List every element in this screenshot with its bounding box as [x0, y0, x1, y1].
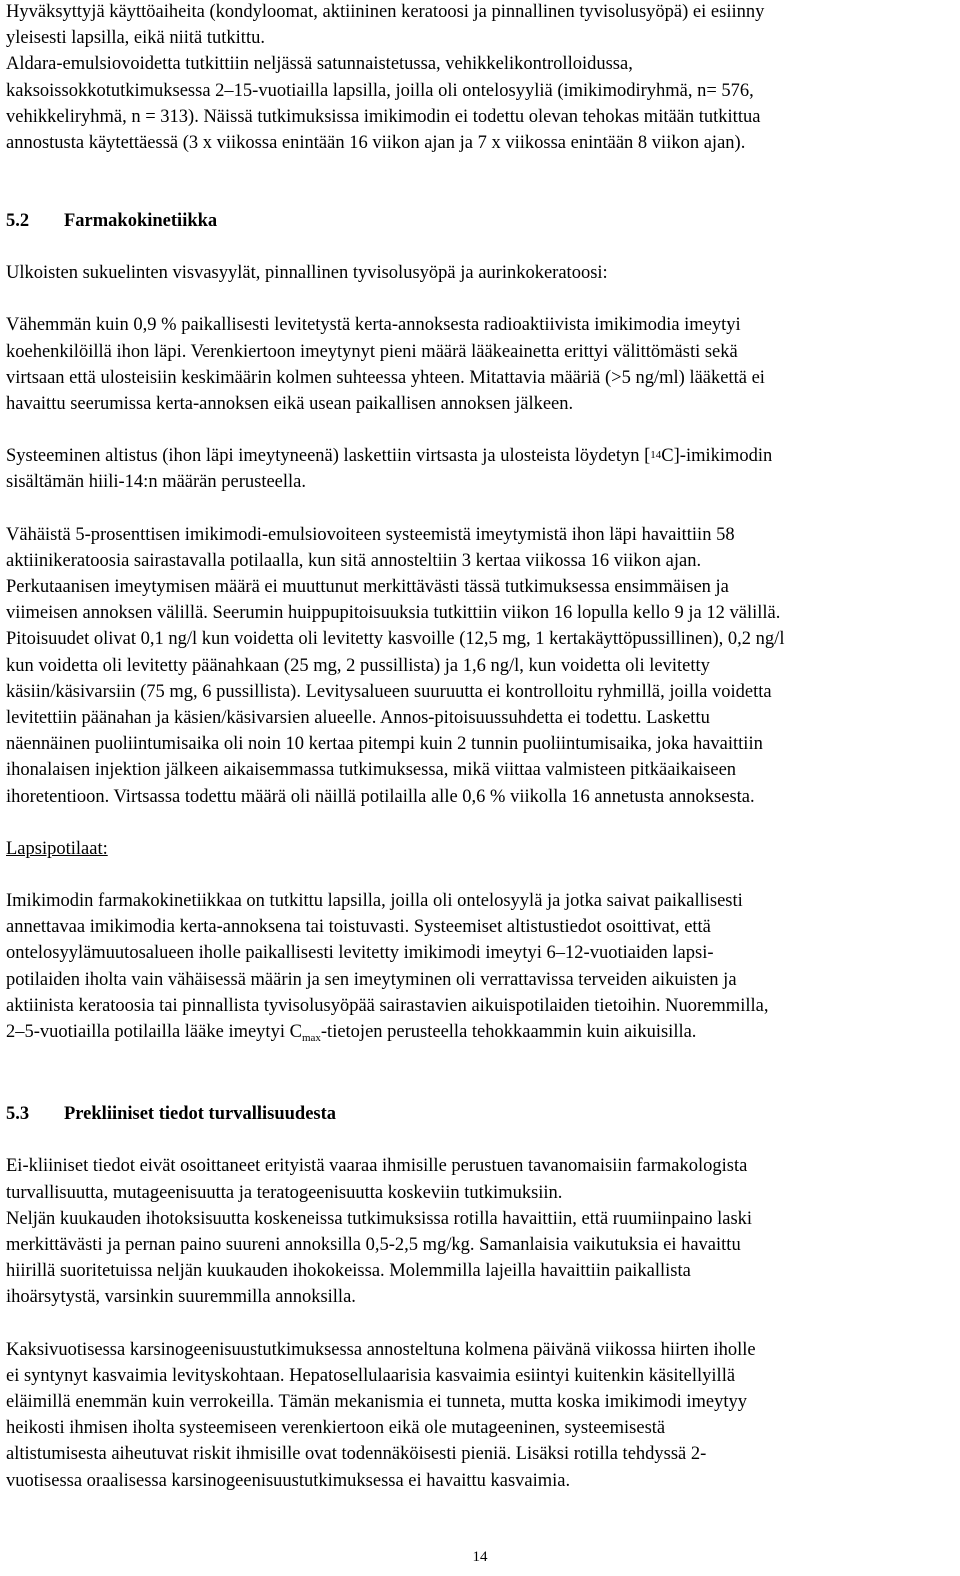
section-number: 5.3 [6, 1104, 30, 1125]
pediatric-subheading: Lapsipotilaat: [6, 838, 108, 859]
section-number: 5.2 [6, 211, 30, 232]
text-line: Vähäistä 5-prosenttisen imikimodi-emulsiovoiteen systeemistä imeytymistä ihon läpi havaittiin 58 [6, 524, 735, 545]
text-line: levitettiin päänahan ja käsien/käsivarsien alueelle. Annos-pitoisuussuhdetta ei todettu. Laskettu [6, 708, 710, 729]
text-segment: 2–5-vuotiailla potilailla lääke imeytyi C [6, 1022, 302, 1043]
superscript: 14 [650, 449, 662, 462]
text-line: yleisesti lapsilla, eikä niitä tutkittu. [6, 28, 265, 49]
section-title: Farmakokinetiikka [64, 211, 218, 232]
document-page [6, 0, 954, 1494]
text-line: aktiinikeratoosia sairastavalla potilaalla, kun sitä annosteltiin 3 kertaa viikossa 16 viikon ajan. [6, 550, 702, 571]
text-line [6, 443, 954, 469]
text-line: Hyväksyttyjä käyttöaiheita (kondyloomat, aktiininen keratoosi ja pinnallinen tyvisolusyöpä) ei esiinny [6, 2, 765, 22]
text-line: annostusta käytettäessä (3 x viikossa enintään 16 viikon ajan ja 7 x viikossa enintään 8 viikon ajan). [6, 133, 746, 154]
keratosis-absorption-paragraph [6, 522, 954, 810]
text-line: eläimillä enemmän kuin verrokeilla. Tämän mekanismia ei tunneta, mutta koska imikimodi imeytyy [6, 1391, 748, 1412]
section-title: Prekliiniset tiedot turvallisuudesta [64, 1104, 337, 1125]
text-line: käsiin/käsivarsiin (75 mg, 6 pussillista). Levitysalueen suuruutta ei kontrolloitu ryhmillä, joilla voidetta [6, 681, 772, 702]
systemic-exposure-paragraph [6, 443, 954, 495]
section-heading-5-3 [6, 1101, 954, 1127]
pediatric-pk-paragraph [6, 888, 954, 1047]
text-line: potilaiden iholta vain vähäisessä määrin ja sen imeytyminen oli verrattavissa terveiden aikuisten ja [6, 969, 737, 990]
text-line: annettavaa imikimodia kerta-annoksena tai toistuvasti. Systeemiset altistustiedot osoittivat, että [6, 917, 711, 938]
text-line: turvallisuutta, mutageenisuutta ja teratogeenisuutta koskeviin tutkimuksiin. [6, 1182, 563, 1203]
pediatric-indications-paragraph [6, 0, 954, 156]
text-line: vuotisessa oraalisessa karsinogeenisuustutkimuksessa ei havaittu kasvaimia. [6, 1470, 571, 1491]
text-segment: Systeeminen altistus (ihon läpi imeytyneenä) laskettiin virtsasta ja ulosteista löydetyn [ [6, 446, 651, 467]
text-line: sisältämän hiili-14:n määrän perusteella. [6, 472, 307, 493]
text-line: ei syntynyt kasvaimia levityskohtaan. Hepatosellulaarisia kasvaimia esiintyi kuitenkin käsitellyillä [6, 1365, 736, 1386]
section-heading-5-2 [6, 208, 954, 234]
text-line: ihonalaisen injektion jälkeen aikaisemmassa tutkimuksessa, mikä viittaa valmisteen pitkäaikaiseen [6, 760, 737, 781]
carcinogenicity-paragraph [6, 1337, 954, 1494]
text-line: Kaksivuotisessa karsinogeenisuustutkimuksessa annosteltuna kolmena päivänä viikossa hiirten iholle [6, 1339, 756, 1360]
subsection-intro: Ulkoisten sukuelinten visvasyylät, pinnallinen tyvisolusyöpä ja aurinkokeratoosi: [6, 263, 608, 284]
text-line: kaksoissokkotutkimuksessa 2–15-vuotiailla lapsilla, joilla oli ontelosyyliä (imikimodiryhmä, n= 576, [6, 80, 754, 101]
text-line: vehikkeliryhmä, n = 313). Näissä tutkimuksissa imikimodin ei todettu olevan tehokas mitään tutkittua [6, 106, 761, 127]
absorption-paragraph [6, 312, 954, 417]
text-line: heikosti ihmisen iholta systeemiseen verenkiertoon eikä ole mutageeninen, systeemisestä [6, 1418, 666, 1439]
text-line: Imikimodin farmakokinetiikkaa on tutkittu lapsilla, joilla oli ontelosyylä ja jotka saivat paikallisesti [6, 891, 743, 912]
text-line [6, 1019, 954, 1047]
text-line: kun voidetta oli levitetty päänahkaan (25 mg, 2 pussillista) ja 1,6 ng/l, kun voidetta oli levitetty [6, 655, 710, 676]
text-line: ihoretentioon. Virtsassa todettu määrä oli näillä potilailla alle 0,6 % viikolla 16 annetusta annoksesta. [6, 786, 755, 807]
text-line: Neljän kuukauden ihotoksisuutta koskeneissa tutkimuksissa rotilla havaittiin, että ruumiinpaino laski [6, 1208, 753, 1229]
text-line: viimeisen annoksen välillä. Seerumin huippupitoisuuksia tutkittiin viikon 16 lopulla kello 9 ja 12 välillä. [6, 603, 781, 624]
text-line: hiirillä suoritetuissa neljän kuukauden ihokokeissa. Molemmilla lajeilla havaittiin paikallista [6, 1261, 691, 1282]
nonclinical-paragraph [6, 1153, 954, 1310]
text-line: Ei-kliiniset tiedot eivät osoittaneet erityistä vaaraa ihmisille perustuen tavanomaisiin farmakologista [6, 1156, 748, 1177]
text-line: Pitoisuudet olivat 0,1 ng/l kun voidetta oli levitetty kasvoille (12,5 mg, 1 kertakäyttöpussillinen), 0,2 ng/l [6, 629, 785, 650]
text-segment: C]-imikimodin [661, 446, 773, 467]
text-line: altistumisesta aiheutuvat riskit ihmisille ovat todennäköisesti pieniä. Lisäksi rotilla tehdyssä 2- [6, 1444, 707, 1465]
page-number: 14 [472, 1549, 488, 1565]
text-segment: -tietojen perusteella tehokkaammin kuin aikuisilla. [320, 1022, 697, 1043]
text-line: ontelosyylämuutosalueen iholle paikallisesti levitetty imikimodi imeytyi 6–12-vuotiaiden lapsi- [6, 943, 714, 964]
text-line: Aldara-emulsiovoidetta tutkittiin neljässä satunnaistetussa, vehikkelikontrolloidussa, [6, 54, 633, 75]
text-line: näennäinen puoliintumisaika oli noin 10 kertaa pitempi kuin 2 tunnin puoliintumisaika, joka havaittiin [6, 734, 763, 755]
text-line: havaittu seerumissa kerta-annoksen eikä usean paikallisen annoksen jälkeen. [6, 394, 574, 415]
text-line: ihoärsytystä, varsinkin suuremmilla annoksilla. [6, 1287, 356, 1308]
text-line: aktiinista keratoosia tai pinnallista tyvisolusyöpää sairastavien aikuispotilaiden tietoihin. Nuoremmilla, [6, 995, 769, 1016]
text-line: virtsaan että ulosteisiin keskimäärin kolmen suhteessa yhteen. Mitattavia määriä (>5 ng/ml) lääkettä ei [6, 367, 765, 388]
text-line: koehenkilöillä ihon läpi. Verenkiertoon imeytynyt pieni määrä lääkeainetta erittyi välittömästi sekä [6, 341, 738, 362]
text-line: merkittävästi ja pernan paino suureni annoksilla 0,5-2,5 mg/kg. Samanlaisia vaikutuksia ei havaittu [6, 1234, 741, 1255]
subscript: max [301, 1032, 321, 1045]
text-line: Perkutaanisen imeytymisen määrä ei muuttunut merkittävästi tässä tutkimuksessa ensimmäisen ja [6, 577, 729, 598]
text-line: Vähemmän kuin 0,9 % paikallisesti levitetystä kerta-annoksesta radioaktiivista imikimodia imeytyi [6, 315, 741, 336]
